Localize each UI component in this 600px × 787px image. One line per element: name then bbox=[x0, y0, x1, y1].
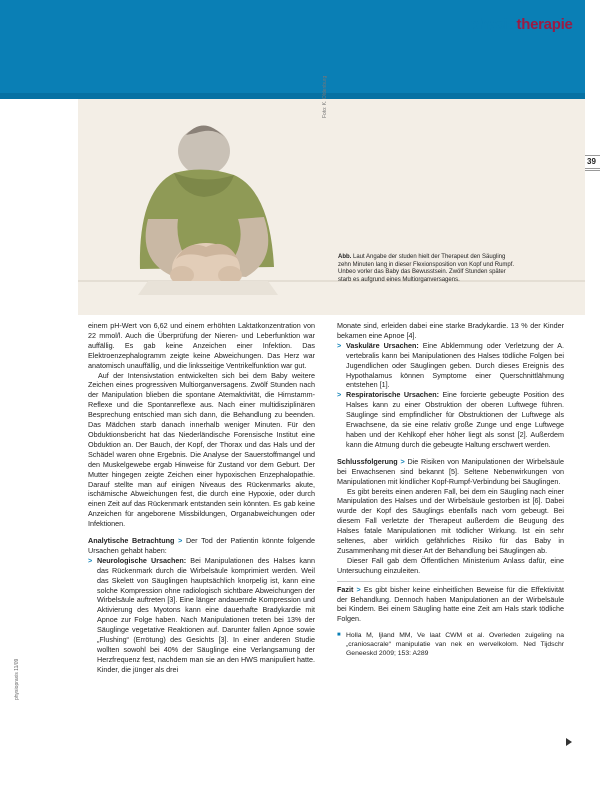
page-number: 39 bbox=[582, 155, 600, 169]
bullet-lead: Respiratorische Ursachen: bbox=[346, 390, 439, 400]
caption-text: Laut Angabe der studen hielt der Therapeut den Säugling zehn Minuten lang in dieser Flexionsposition von Kopf und Rumpf. Unbeo vorler das Baby das Bewusstsein. Zwölf Stunden später starb es aufgrund eines Multiorganversagens. bbox=[338, 254, 515, 283]
bullet-text: Eine forcierte gebeugte Position des Halses kann zu einer Obstruktion der oberen Luftwege führen. Säuglinge sind empfindlicher für Obstruktionen der Luftwege als Erwachsene, da sie eine relativ große Zunge und enge Luftwege haben und der Kehlkopf eher höher liegt als sonst [2]. Außerdem kann die Atmung durch die gebeugte Haltung erschwert werden. bbox=[346, 390, 564, 449]
bullet-text: Eine Abklemmung oder Verletzung der A. vertebralis kann bei Manipulationen des Halses tödliche Folgen bei Jugendlichen oder Säuglingen geben. Durch dieses Ereignis des Hypothalamus können Symptome einer Querschnittlähmung entstehen [1]. bbox=[346, 340, 564, 390]
divider bbox=[337, 581, 564, 582]
bullet-lead: Vaskuläre Ursachen: bbox=[346, 340, 419, 350]
side-credit: physiopraxis 11/09 bbox=[14, 658, 20, 700]
figure-caption bbox=[338, 254, 516, 284]
lead-arrow: > bbox=[397, 456, 408, 466]
caption-label: Abb. bbox=[338, 254, 352, 260]
lead-arrow: > bbox=[174, 536, 186, 546]
paragraph: Es gibt bereits einen anderen Fall, bei dem ein Säugling nach einer Manipulation des Halses und der Wirbelsäule gestorben ist [6]. Dabei wurde der Kopf des Säuglings ebenfalls nach vorn gebeugt. Bei diesem Fall verletzte der Therapeut außerdem die Beugung des Halses fatale Manipulationen mit tödlicher Wirkung. Ist ein sehr seltenes, aber wirklich gefährliches Risiko für das Baby in Zusammenhang mit dieser Art der Behandlung bei Säuglingen ab. bbox=[337, 486, 564, 555]
paragraph: Monate sind, erleiden dabei eine starke Bradykardie. 13 % der Kinder bekamen eine Apnoe [4]. bbox=[337, 321, 564, 340]
fazit-text: Es gibt bisher keine einheitlichen Beweise für die Effektivität der Behandlung. Dennoch haben Manipulationen an der Wirbelsäule bei Kindern. Bei einem Säugling hatte eine Zeit am Hals stark tödliche Folgen. bbox=[337, 584, 564, 624]
reference: ■ Holla M, Ijland MM, Ve laat CWM et al. Overleden zuigeling na „craniosacrale“ manipulatie van nek en wervelkolom. Ned Tijdschr Geneeskd 2009; 153: A289 bbox=[337, 631, 564, 658]
list-item bbox=[88, 556, 315, 675]
next-page-arrow-icon bbox=[566, 738, 572, 746]
list-item bbox=[337, 341, 564, 391]
list-item bbox=[337, 390, 564, 449]
analysis-paragraph bbox=[88, 536, 315, 556]
conclusion-text: Die Risiken von Manipulationen der Wirbelsäule bei Erwachsenen sind bekannt [5]. Seltene Nebenwirkungen von Manipulationen mit kindlicher Kopf-Rumpf-Verbindung bei Säuglingen. bbox=[337, 456, 564, 486]
fazit-heading: Fazit bbox=[337, 584, 354, 594]
fazit-paragraph bbox=[337, 585, 564, 625]
bullet-lead: Neurologische Ursachen: bbox=[97, 555, 187, 565]
brand-part1: physio bbox=[470, 16, 517, 33]
conclusion-heading: Schlussfolgerung bbox=[337, 456, 398, 466]
photo-credit: Foto: K. Oldenburg bbox=[322, 75, 328, 118]
lead-arrow: > bbox=[353, 584, 364, 594]
analysis-heading: Analytische Betrachtung bbox=[88, 536, 175, 546]
analysis-text: Der Tod der Patientin könnte folgende Ursachen gehabt haben: bbox=[88, 536, 315, 555]
article-column-right bbox=[337, 321, 564, 658]
paragraph: Dieser Fall gab dem Öffentlichen Ministerium Anlass dafür, eine Untersuchung einzuleiten. bbox=[337, 555, 564, 575]
paragraph: einem pH-Wert von 6,62 und einem erhöhten Laktatkonzentration von 22 mmol/l. Auch die Überprüfung der Nieren- und Leberfunktion war auffällig. Es gab keine Anzeichen einer Infektion. Das Elektroenzephalogramm zeigte keine Abweichungen. Das Herz war anatomisch unauffällig, und die linksseitige Ventrikelfunktion war gut. bbox=[88, 321, 315, 370]
brand-logo bbox=[470, 16, 573, 33]
header-band bbox=[0, 0, 585, 12]
paragraph: Auf der Intensivstation entwickelten sich bei dem Baby weitere Zeichen eines progressiven Multiorganversagens. Zwölf Stunden nach der Manipulation blieben die spontane Atemaktivität, die Hirnstamm-Reflexe und die Spontanreflexe aus. Nach einer multidisziplinären Besprechung entschied man sich dann, die Behandlung zu beenden. Das Mädchen starb danach innerhalb weniger Minuten. Für den Obduktionsbericht hat das Niederländische Forensische Institut eine Obduktion an. Der Bauch, der Kopf, der Thorax und das Hals und der Schädel waren ohne Ergebnis. Die Analyse der Sauerstoffmangel und den Muskelgewebe ergab Hinweise für Zustand vor dem Geburt. Der Mutter hingegen zeigte Zeichen einer hypoxischen Enzephalopathie. Darauf stellte man auf einigen Niveaus des Rückenmarks akute, ischämische Abweichungen fest, die durch eine Hypoxie, oder durch einen Zeit auf das Rückenmark entstanden sein könnten. Es gab keine Anzeichen für angeborene Missbildungen, Organabweichungen oder Infektionen. bbox=[88, 370, 315, 529]
conclusion-paragraph bbox=[337, 457, 564, 487]
brand-part2: therapie bbox=[516, 16, 573, 33]
bullet-text: Bei Manipulationen des Halses kann das Rückenmark durch die Wirbelsäule komprimiert werden. Weil das Skelett von Säuglingen hauptsächlich knorpelig ist, kann eine solche Kompression ohne radiologisch sichtbare Abweichungen der Wirbelsäule auftreten [3]. Eine länger andauernde Kompression und Aktivierung des Myotons kann eine dauerhafte Bradykardie mit Apnoe zur Folge haben. Nach Manipulationen treten bei 13% der Säuglinge vegetative Reaktionen auf. Darunter fallen Apnoe sowie „Flushing“ (Errötung) des Gesichts [3]. In einer anderen Studie wollten sowohl bei 40% der Säuglinge eine Verlangsamung der Herzfrequenz fest, nachdem man sie an den HWS manipuliert hatte. Kinder, die jünger als drei bbox=[97, 555, 315, 674]
article-column-left bbox=[88, 321, 315, 675]
